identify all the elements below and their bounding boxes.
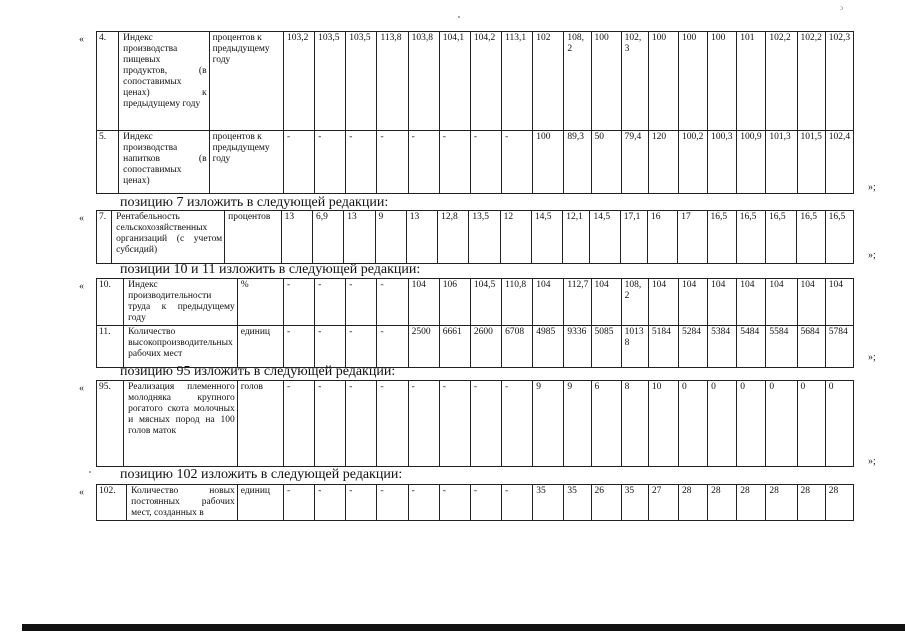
value-cell: - — [315, 326, 346, 368]
unit-of-measure: единиц — [237, 326, 283, 368]
value-cell: 35 — [621, 485, 648, 521]
value-cell: 5384 — [708, 326, 737, 368]
unit-of-measure: голов — [237, 381, 283, 467]
value-cell: - — [283, 485, 314, 521]
value-cell: 28 — [678, 485, 707, 521]
value-cell: 14,5 — [590, 211, 620, 264]
indicator-name: Индекс производства пищевых продуктов, (в сопоставимых ценах) к предыдущему году — [119, 32, 209, 131]
value-cell: 0 — [766, 381, 797, 467]
row-number: 10. — [97, 279, 124, 326]
value-cell: - — [502, 131, 533, 194]
value-cell: - — [346, 326, 377, 368]
value-cell: 8 — [621, 381, 648, 467]
value-cell: 13,5 — [469, 211, 500, 264]
value-cell: 101,3 — [766, 131, 797, 194]
value-cell: 9336 — [564, 326, 591, 368]
value-cell: 100 — [708, 32, 737, 131]
value-cell: - — [315, 279, 346, 326]
table-positions-4-5 — [96, 31, 854, 194]
value-cell: 104 — [737, 279, 766, 326]
close-quote: »; — [868, 250, 876, 261]
value-cell: - — [315, 131, 346, 194]
value-cell: 35 — [564, 485, 591, 521]
value-cell: 16,5 — [797, 211, 825, 264]
table-row — [97, 32, 854, 131]
value-cell: 5584 — [766, 326, 797, 368]
indicator-name: Индекс производства напитков (в сопоставимых ценах) — [119, 131, 209, 194]
value-cell: 0 — [678, 381, 707, 467]
scan-speck — [89, 471, 91, 473]
table-row — [97, 279, 854, 326]
value-cell: - — [470, 381, 501, 467]
value-cell: 102,2 — [766, 32, 797, 131]
page-number-mark: ɔ — [840, 4, 844, 12]
value-cell: 28 — [825, 485, 853, 521]
value-cell: 100 — [533, 131, 564, 194]
indicator-name: Индекс производительности труда к предыдущему году — [124, 279, 238, 326]
value-cell: 104,5 — [470, 279, 501, 326]
value-cell: - — [377, 326, 408, 368]
value-cell: - — [346, 485, 377, 521]
table-position-102 — [96, 484, 854, 521]
value-cell: - — [283, 326, 314, 368]
value-cell: 103,5 — [315, 32, 346, 131]
value-cell: 4985 — [533, 326, 564, 368]
value-cell: 104,2 — [470, 32, 501, 131]
value-cell: 100,9 — [737, 131, 766, 194]
value-cell: 9 — [375, 211, 406, 264]
value-cell: 10 — [648, 381, 678, 467]
value-cell: 104 — [408, 279, 439, 326]
value-cell: 13 — [406, 211, 437, 264]
open-quote: « — [79, 281, 84, 292]
value-cell: 6661 — [439, 326, 470, 368]
value-cell: 16 — [647, 211, 677, 264]
value-cell: 14,5 — [531, 211, 562, 264]
close-quote: »; — [868, 352, 876, 363]
close-quote: »; — [868, 456, 876, 467]
value-cell: 103,5 — [346, 32, 377, 131]
value-cell: 103,8 — [408, 32, 439, 131]
value-cell: - — [470, 485, 501, 521]
value-cell: 110,8 — [502, 279, 533, 326]
value-cell: 104 — [825, 279, 853, 326]
value-cell: 27 — [648, 485, 678, 521]
value-cell: 12 — [500, 211, 531, 264]
value-cell: 6 — [591, 381, 621, 467]
value-cell: 5085 — [591, 326, 621, 368]
value-cell: 13 — [281, 211, 312, 264]
value-cell: 102 — [533, 32, 564, 131]
value-cell: 5484 — [737, 326, 766, 368]
close-quote: »; — [868, 182, 876, 193]
value-cell: 6,9 — [312, 211, 343, 264]
value-cell: 100 — [648, 32, 678, 131]
unit-of-measure: процентов к предыдущему году — [209, 32, 283, 131]
value-cell: 104 — [708, 279, 737, 326]
value-cell: 16,5 — [736, 211, 765, 264]
unit-of-measure: процентов — [225, 211, 282, 264]
value-cell: - — [470, 131, 501, 194]
value-cell: 106 — [439, 279, 470, 326]
indicator-name: Реализация племенного молодняка крупного рогатого скота молочных и мясных пород на 100 голов маток — [124, 381, 238, 467]
value-cell: 5184 — [648, 326, 678, 368]
open-quote: « — [79, 34, 84, 45]
value-cell: 101 — [737, 32, 766, 131]
value-cell: 102,3 — [621, 32, 648, 131]
value-cell: 9 — [533, 381, 564, 467]
value-cell: 100,2 — [678, 131, 707, 194]
value-cell: 108,2 — [564, 32, 591, 131]
value-cell: - — [408, 485, 439, 521]
table-row — [97, 211, 854, 264]
value-cell: 102,2 — [797, 32, 825, 131]
value-cell: 50 — [591, 131, 621, 194]
value-cell: 104,1 — [439, 32, 470, 131]
value-cell: - — [377, 485, 408, 521]
value-cell: 100,3 — [708, 131, 737, 194]
open-quote: « — [79, 487, 84, 498]
value-cell: 2500 — [408, 326, 439, 368]
value-cell: 0 — [737, 381, 766, 467]
value-cell: 104 — [678, 279, 707, 326]
value-cell: - — [439, 381, 470, 467]
unit-of-measure: процентов к предыдущему году — [209, 131, 283, 194]
table-positions-10-11 — [96, 278, 854, 368]
amendment-heading: позицию 95 изложить в следующей редакции: — [120, 364, 396, 379]
scan-edge-bar — [22, 624, 905, 631]
table-position-7 — [96, 210, 854, 264]
value-cell: - — [408, 131, 439, 194]
table-row — [97, 381, 854, 467]
value-cell: 102,4 — [825, 131, 853, 194]
open-quote: « — [79, 213, 84, 224]
value-cell: 9 — [564, 381, 591, 467]
value-cell: - — [346, 131, 377, 194]
value-cell: - — [315, 485, 346, 521]
table-row — [97, 326, 854, 368]
value-cell: 0 — [708, 381, 737, 467]
value-cell: 16,5 — [766, 211, 797, 264]
value-cell: 6708 — [502, 326, 533, 368]
row-number: 5. — [97, 131, 119, 194]
value-cell: 102,3 — [825, 32, 853, 131]
unit-of-measure: % — [237, 279, 283, 326]
value-cell: - — [377, 131, 408, 194]
scan-speck — [458, 16, 460, 18]
value-cell: 103,2 — [283, 32, 314, 131]
value-cell: 17 — [678, 211, 707, 264]
value-cell: 28 — [737, 485, 766, 521]
value-cell: - — [283, 381, 314, 467]
value-cell: 100 — [678, 32, 707, 131]
table-row — [97, 485, 854, 521]
value-cell: - — [346, 381, 377, 467]
indicator-name: Рентабельность сельскохозяйственных организаций (с учетом субсидий) — [112, 211, 225, 264]
value-cell: 113,1 — [502, 32, 533, 131]
value-cell: 28 — [766, 485, 797, 521]
value-cell: - — [502, 485, 533, 521]
value-cell: 35 — [533, 485, 564, 521]
value-cell: 79,4 — [621, 131, 648, 194]
amendment-heading: позиции 10 и 11 изложить в следующей редакции: — [120, 262, 421, 277]
value-cell: 12,8 — [438, 211, 469, 264]
value-cell: 13 — [344, 211, 375, 264]
amendment-heading: позицию 102 изложить в следующей редакции: — [120, 467, 403, 482]
value-cell: - — [346, 279, 377, 326]
value-cell: 101,5 — [797, 131, 825, 194]
value-cell: - — [377, 279, 408, 326]
value-cell: 0 — [797, 381, 825, 467]
value-cell: 17,1 — [620, 211, 647, 264]
value-cell: 5784 — [825, 326, 853, 368]
value-cell: 104 — [766, 279, 797, 326]
value-cell: 10138 — [621, 326, 648, 368]
value-cell: - — [502, 381, 533, 467]
value-cell: 12,1 — [563, 211, 590, 264]
indicator-name: Количество высокопроизводительных рабочих мест — [124, 326, 238, 368]
value-cell: 28 — [708, 485, 737, 521]
row-number: 95. — [97, 381, 124, 467]
value-cell: 104 — [797, 279, 825, 326]
row-number: 7. — [97, 211, 112, 264]
value-cell: 108,2 — [621, 279, 648, 326]
row-number: 102. — [97, 485, 127, 521]
value-cell: 16,5 — [707, 211, 736, 264]
unit-of-measure: единиц — [237, 485, 283, 521]
value-cell: 26 — [591, 485, 621, 521]
row-number: 11. — [97, 326, 124, 368]
value-cell: 100 — [591, 32, 621, 131]
value-cell: 28 — [797, 485, 825, 521]
value-cell: 120 — [648, 131, 678, 194]
value-cell: 104 — [591, 279, 621, 326]
value-cell: 104 — [648, 279, 678, 326]
value-cell: 16,5 — [825, 211, 853, 264]
value-cell: 2600 — [470, 326, 501, 368]
value-cell: 5684 — [797, 326, 825, 368]
table-row — [97, 131, 854, 194]
value-cell: - — [408, 381, 439, 467]
value-cell: - — [283, 279, 314, 326]
row-number: 4. — [97, 32, 119, 131]
value-cell: - — [283, 131, 314, 194]
value-cell: - — [377, 381, 408, 467]
amendment-heading: позицию 7 изложить в следующей редакции: — [120, 195, 389, 210]
open-quote: « — [79, 383, 84, 394]
table-position-95 — [96, 380, 854, 467]
value-cell: 112,7 — [564, 279, 591, 326]
value-cell: 89,3 — [564, 131, 591, 194]
value-cell: - — [315, 381, 346, 467]
value-cell: - — [439, 485, 470, 521]
value-cell: 5284 — [678, 326, 707, 368]
value-cell: 104 — [533, 279, 564, 326]
value-cell: 113,8 — [377, 32, 408, 131]
value-cell: - — [439, 131, 470, 194]
indicator-name: Количество новых постоянных рабочих мест, созданных в — [127, 485, 238, 521]
value-cell: 0 — [825, 381, 853, 467]
